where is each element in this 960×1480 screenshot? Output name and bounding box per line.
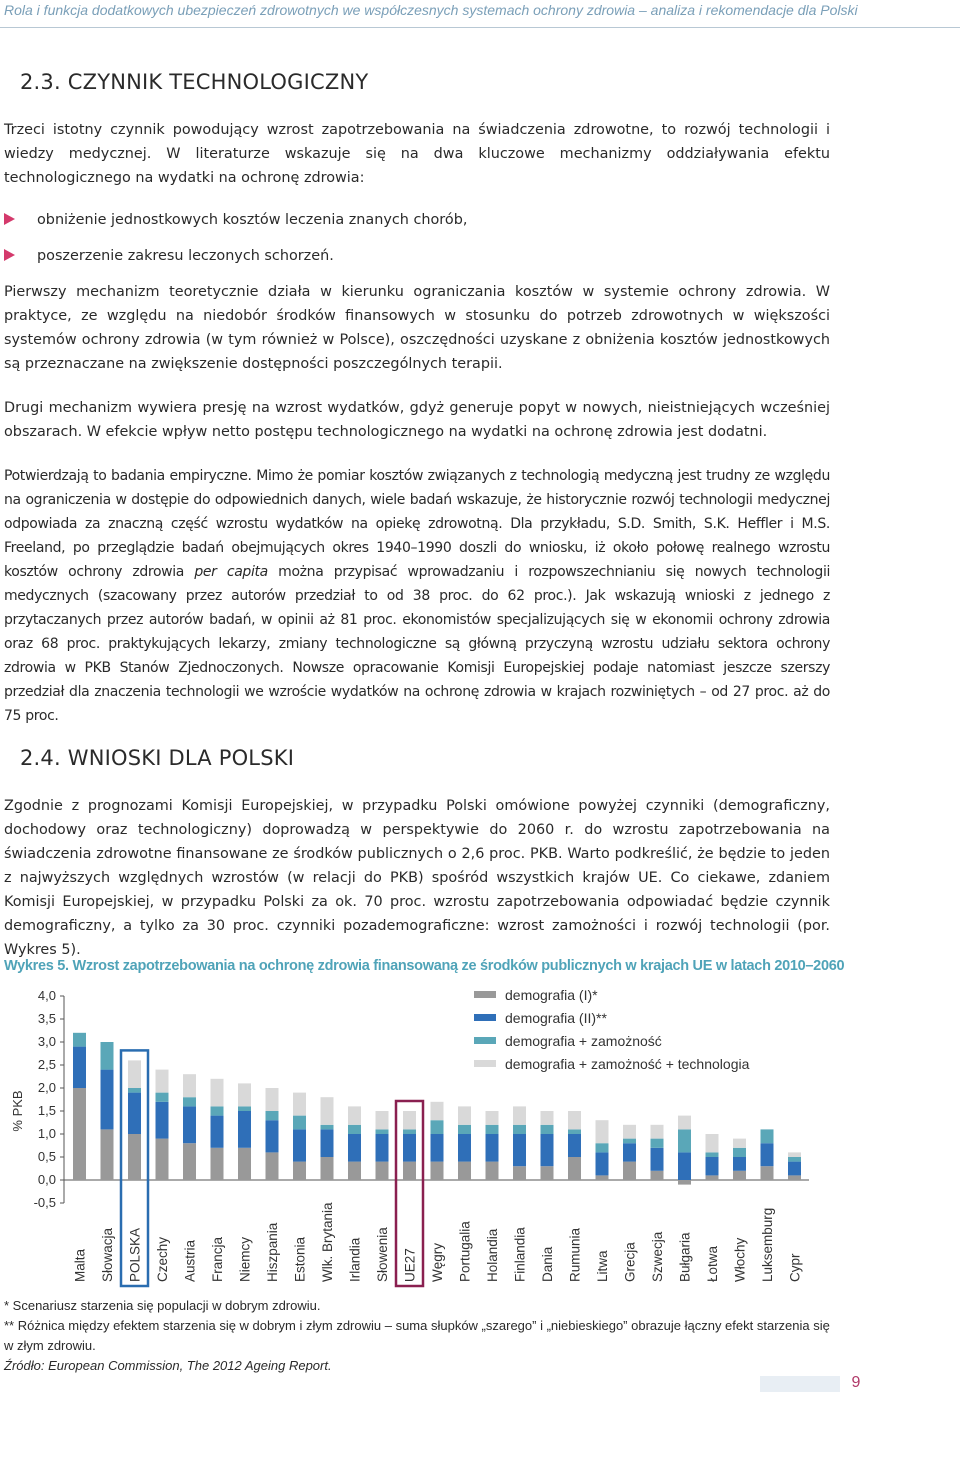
figure-title: Wykres 5. Wzrost zapotrzebowania na ochronę zdrowia finansowaną ze środków publicznych w krajach UE w latach 2010–2060 [4, 958, 845, 974]
bar-segment [266, 1111, 279, 1120]
y-tick-label: 3,0 [37, 1034, 56, 1049]
running-header: Rola i funkcja dodatkowych ubezpieczeń zdrowotnych we współczesnych systemach ochrony zdrowia – analiza i rekomendacje dla Polski [4, 2, 858, 18]
bar-segment [293, 1093, 306, 1116]
bar-segment [678, 1180, 691, 1185]
bar-segment [678, 1129, 691, 1152]
bar-segment [733, 1171, 746, 1180]
x-tick-label: Włochy [732, 1237, 748, 1282]
bar-segment [376, 1162, 389, 1180]
x-tick-label: Czechy [155, 1236, 170, 1282]
x-tick-label: Holandia [485, 1228, 500, 1282]
section-title-2-4: 2.4. WNIOSKI DLA POLSKI [20, 746, 295, 770]
bar-segment [513, 1125, 526, 1134]
y-tick-label: -0,5 [33, 1195, 56, 1210]
bar-segment [678, 1116, 691, 1130]
bar-segment [128, 1088, 141, 1093]
bar-segment [623, 1139, 636, 1144]
x-tick-label: Portugalia [457, 1221, 473, 1282]
bar-segment [238, 1111, 251, 1148]
bar-segment [348, 1106, 361, 1124]
bar-segment [733, 1157, 746, 1171]
x-tick-label: UE27 [402, 1248, 418, 1282]
x-tick-label: Estonia [292, 1236, 308, 1282]
bar-segment [706, 1152, 719, 1157]
bar-segment [431, 1134, 444, 1162]
x-tick-label: Słowacja [100, 1227, 115, 1282]
bar-segment [403, 1129, 416, 1134]
bar-segment [156, 1102, 169, 1139]
legend-label: demografia (II)** [505, 1010, 607, 1026]
bar-segment [183, 1097, 196, 1106]
bar-segment [321, 1129, 334, 1157]
x-tick-label: Hiszpania [265, 1222, 280, 1282]
stacked-bar-chart [0, 980, 960, 1295]
x-tick-label: Austria [182, 1239, 198, 1282]
bar-segment [348, 1125, 361, 1134]
triangle-bullet-icon [4, 249, 15, 261]
bar-segment [376, 1111, 389, 1129]
bar-segment [403, 1162, 416, 1180]
x-tick-label: Węgry [430, 1242, 445, 1282]
bar-segment [73, 1088, 86, 1180]
bar-segment [486, 1162, 499, 1180]
bar-segment [651, 1148, 664, 1171]
x-tick-label: Irlandia [347, 1237, 363, 1282]
bullet-text: obniżenie jednostkowych kosztów leczenia znanych chorób, [37, 212, 468, 228]
bar-segment [458, 1134, 471, 1162]
bar-segment [513, 1134, 526, 1166]
bar-segment [211, 1148, 224, 1180]
y-tick-label: 2,0 [37, 1080, 56, 1095]
bar-segment [568, 1157, 581, 1180]
bar-segment [376, 1129, 389, 1134]
x-tick-label: Rumunia [567, 1227, 583, 1282]
bar-segment [293, 1162, 306, 1180]
bar-segment [73, 1047, 86, 1088]
bar-segment [761, 1166, 774, 1180]
bar-segment [458, 1125, 471, 1134]
bullet-item-2 [4, 244, 334, 268]
bar-segment [238, 1083, 251, 1106]
bar-segment [101, 1129, 114, 1180]
y-tick-label: 3,5 [37, 1011, 56, 1026]
bar-segment [788, 1152, 801, 1157]
header-rule [0, 27, 960, 28]
chart-legend [474, 987, 750, 1072]
legend-swatch [474, 1014, 496, 1021]
x-tick-label: Grecja [622, 1242, 638, 1282]
bullet-text: poszerzenie zakresu leczonych schorzeń. [37, 248, 334, 264]
x-tick-label: Finlandia [512, 1227, 528, 1282]
bullet-item-1 [4, 208, 467, 232]
bar-segment [541, 1166, 554, 1180]
bar-segment [403, 1111, 416, 1129]
bar-segment [321, 1157, 334, 1180]
x-tick-label: Słowenia [375, 1227, 390, 1282]
bar-segment [568, 1129, 581, 1134]
bar-segment [678, 1152, 691, 1180]
bar-segment [541, 1111, 554, 1125]
legend-swatch [474, 1037, 496, 1044]
bar-segment [788, 1157, 801, 1162]
bar-segment [623, 1125, 636, 1139]
paragraph-conclusions: Zgodnie z prognozami Komisji Europejskiej, w przypadku Polski omówione powyżej czynniki (demograficzny, dochodowy oraz technologiczny) doprowadzą w perspektywie do 2060 r. do wzrostu zapotrzebowania na świadczenia zdrowotne finansowane ze środków publicznych o 2,6 proc. PKB. Warto podkreślić, że będzie to jeden z najwyższych względnych wzrostów (w relacji do PKB) spośród wszystkich krajów UE. Co ciekawe, zdaniem Komisji Europejskiej, w przypadku Polski za ok. 70 proc. wzrostu zapotrzebowania odpowiadać będzie czynnik demograficzny, a tylko za 30 proc. czynniki pozademograficzne: wzrost zamożności i rozwój technologii (por. Wykres 5). [4, 798, 830, 958]
bar-segment [403, 1134, 416, 1162]
bar-segment [73, 1033, 86, 1047]
y-axis-label: % PKB [10, 1090, 25, 1132]
bar-segment [486, 1111, 499, 1125]
page-number: 9 [851, 1374, 861, 1391]
figure-source: Źródło: European Commission, The 2012 Ageing Report. [4, 1358, 332, 1373]
bar-segment [266, 1120, 279, 1152]
bar-segment [238, 1148, 251, 1180]
paragraph-empirical-research [4, 464, 830, 728]
y-tick-label: 4,0 [37, 988, 56, 1003]
footnote-1: * Scenariusz starzenia się populacji w dobrym zdrowiu. [4, 1298, 321, 1313]
legend-swatch [474, 1060, 496, 1067]
bar-segment [733, 1139, 746, 1148]
x-tick-label: Szwecja [650, 1231, 665, 1282]
x-tick-label: Malta [72, 1248, 88, 1282]
bar-segment [513, 1106, 526, 1124]
bar-segment [238, 1106, 251, 1111]
bar-segment [156, 1093, 169, 1102]
triangle-bullet-icon [4, 213, 15, 225]
italic-term: per capita [194, 564, 268, 580]
bar-segment [211, 1116, 224, 1148]
x-tick-label: Litwa [595, 1250, 610, 1282]
bar-segment [458, 1162, 471, 1180]
bar-segment [211, 1079, 224, 1107]
bar-segment [348, 1162, 361, 1180]
legend-label: demografia + zamożność + technologia [505, 1056, 750, 1072]
bar-segment [761, 1129, 774, 1143]
bar-segment [321, 1097, 334, 1125]
legend-label: demografia (I)* [505, 987, 598, 1003]
x-tick-label: POLSKA [127, 1227, 143, 1282]
bar-segment [541, 1134, 554, 1166]
bar-segment [431, 1120, 444, 1134]
bar-segment [596, 1120, 609, 1143]
y-tick-label: 1,0 [37, 1126, 56, 1141]
y-tick-label: 1,5 [37, 1103, 56, 1118]
paragraph-technology-intro: Trzeci istotny czynnik powodujący wzrost zapotrzebowania na świadczenia zdrowotne, to rozwój technologii i wiedzy medycznej. W literaturze wskazuje się na dwa kluczowe mechanizmy oddziaływania efektu technologicznego na wydatki na ochronę zdrowia: [4, 122, 830, 186]
x-tick-label: Francja [210, 1236, 225, 1282]
y-tick-label: 0,0 [37, 1172, 56, 1187]
bar-segment [706, 1134, 719, 1152]
bar-segment [733, 1148, 746, 1157]
bar-segment [101, 1042, 114, 1070]
bar-segment [211, 1106, 224, 1115]
x-tick-label: Dania [540, 1246, 555, 1282]
x-axis-labels [73, 1202, 803, 1282]
bar-segment [101, 1070, 114, 1130]
paragraph-text: Potwierdzają to badania empiryczne. Mimo że pomiar kosztów związanych z technologią medyczną jest trudny ze względu na ograniczenia w dostępie do odpowiednich danych, wiele badań wskazuje, że historycznie rozwój technologii medycznej odpowiada za znaczną część wzrostu wydatków na opiekę zdrowotną. Dla przykładu, S.D. Smith, S.K. Heffler i M.S. Freeland, po przeglądzie badań obejmujących okres 1940–1990 doszli do wniosku, iż około połowę realnego wzrostu kosztów ochrony zdrowia [4, 468, 830, 580]
bar-segment [788, 1175, 801, 1180]
bar-segment [541, 1125, 554, 1134]
bar-segment [513, 1166, 526, 1180]
bar-segment [183, 1106, 196, 1143]
x-tick-label: Bułgaria [677, 1232, 693, 1282]
bar-segment [156, 1139, 169, 1180]
page-number-decoration [760, 1376, 840, 1392]
bar-segment [486, 1125, 499, 1134]
bar-segment [761, 1143, 774, 1166]
bar-segment [293, 1129, 306, 1161]
footnote-2: ** Różnica między efektem starzenia się w dobrym i złym zdrowiu – suma słupków „szarego” i „niebieskiego” obrazuje łączny efekt starzenia się w złym zdrowiu. [4, 1318, 830, 1353]
bar-segment [596, 1175, 609, 1180]
bar-segment [431, 1102, 444, 1120]
bar-segment [623, 1162, 636, 1180]
bar-segment [623, 1143, 636, 1161]
bar-segment [706, 1175, 719, 1180]
paragraph-second-mechanism: Drugi mechanizm wywiera presję na wzrost wydatków, gdyż generuje popyt w nowych, nieistniejących wcześniej obszarach. W efekcie wpływ netto postępu technologicznego na wydatki na ochronę zdrowia jest dodatni. [4, 400, 830, 440]
x-tick-label: Luksemburg [760, 1207, 775, 1282]
bar-segment [266, 1088, 279, 1111]
section-title-2-3: 2.3. CZYNNIK TECHNOLOGICZNY [20, 70, 369, 94]
x-tick-label: Cypr [787, 1253, 803, 1282]
bar-segment [651, 1125, 664, 1139]
bar-segment [788, 1162, 801, 1176]
bar-segment [486, 1134, 499, 1162]
bar-segment [651, 1139, 664, 1148]
x-tick-label: Niemcy [237, 1236, 253, 1282]
y-tick-label: 2,5 [37, 1057, 56, 1072]
bar-segment [596, 1143, 609, 1152]
bar-segment [183, 1143, 196, 1180]
bar-segment [266, 1152, 279, 1180]
bar-segment [596, 1152, 609, 1175]
bar-segment [706, 1157, 719, 1175]
bar-segment [293, 1116, 306, 1130]
bar-segment [183, 1074, 196, 1097]
bar-segment [128, 1134, 141, 1180]
legend-label: demografia + zamożność [505, 1033, 662, 1049]
paragraph-first-mechanism: Pierwszy mechanizm teoretycznie działa w kierunku ograniczania kosztów w systemie ochrony zdrowia. W praktyce, ze względu na niedobór środków finansowych w stosunku do potrzeb zdrowotnych w większości systemów ochrony zdrowia (w tym również w Polsce), oszczędności uzyskane z obniżenia kosztów jednostkowych są przeznaczane na zwiększenie dostępności poszczególnych terapii. [4, 284, 830, 372]
bar-segment [128, 1093, 141, 1134]
bar-segment [568, 1111, 581, 1129]
bar-segment [348, 1134, 361, 1162]
bar-segment [568, 1134, 581, 1157]
bar-segment [458, 1106, 471, 1124]
bar-segment [376, 1134, 389, 1162]
bar-segment [321, 1125, 334, 1130]
legend-swatch [474, 991, 496, 998]
bar-segment [651, 1171, 664, 1180]
paragraph-text: można przypisać wprowadzaniu i rozpowszechnianiu się nowych technologii medycznych (szacowany przez autorów przedział to od 38 proc. do 62 proc.). Jak wskazują wnioski z jednego z przytaczanych przez autorów badań, w opinii aż 81 proc. ekonomistów specjalizujących się w ekonomii ochrony zdrowia oraz 68 proc. praktykujących lekarzy, zmiany technologiczne są główną przyczyną wzrostu udziału sektora ochrony zdrowia w PKB Stanów Zjednoczonych. Nowsze opracowanie Komisji Europejskiej podaje natomiast jeszcze szerszy przedział dla znaczenia technologii we wzroście wydatków na ochronę zdrowia w krajach rozwiniętych – od 27 proc. aż do 75 proc. [4, 564, 831, 724]
x-tick-label: Wlk. Brytania [320, 1202, 335, 1282]
bar-segment [156, 1070, 169, 1093]
x-tick-label: Łotwa [705, 1245, 720, 1282]
bar-segment [128, 1060, 141, 1088]
y-tick-label: 0,5 [37, 1149, 56, 1164]
bar-segment [431, 1162, 444, 1180]
